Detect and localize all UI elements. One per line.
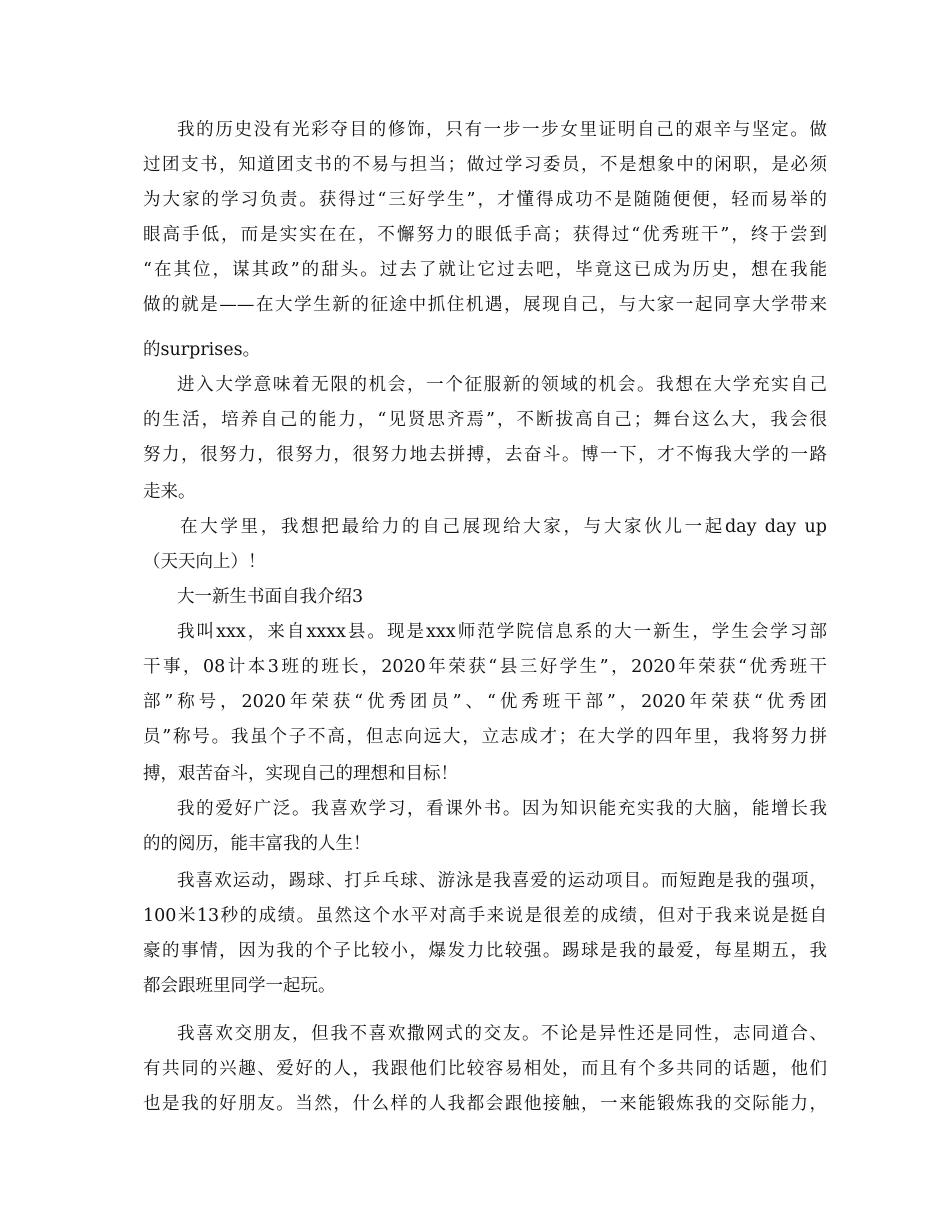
text-line: 部”称号，2020年荣获“优秀团员”、“优秀班干部”，2020年荣获“优秀团 — [143, 692, 827, 712]
text-line: 进入大学意味着无限的机会，一个征服新的领域的机会。我想在大学充实自己 — [177, 375, 827, 395]
text-line: 做的就是——在大学生新的征途中抓住机遇，展现自己，与大家一起同享大学带来 — [143, 295, 827, 315]
text-line: 也是我的好朋友。当然，什么样的人我都会跟他接触，一来能锻炼我的交际能力， — [143, 1094, 827, 1114]
text-line: 过团支书，知道团支书的不易与担当；做过学习委员，不是想象中的闲职，是必须 — [143, 155, 827, 175]
text-line: 在大学里，我想把最给力的自己展现给大家，与大家伙儿一起day day up — [180, 517, 827, 537]
text-line: 为大家的学习负责。获得过“三好学生”，才懂得成功不是随随便便，轻而易举的 — [143, 190, 827, 210]
text-line: 的生活，培养自己的能力，“见贤思齐焉”，不断拔高自己；舞台这么大，我会很 — [143, 410, 827, 430]
text-line: 的surprises。 — [143, 340, 261, 360]
text-line: 我的爱好广泛。我喜欢学习，看课外书。因为知识能充实我的大脑，能增长我 — [177, 799, 827, 819]
text-line: 我的历史没有光彩夺目的修饰，只有一步一步女里证明自己的艰辛与坚定。做 — [177, 120, 827, 140]
text-line: 都会跟班里同学一起玩。 — [143, 976, 336, 996]
text-line: （天天向上）！ — [143, 552, 266, 572]
text-line: 有共同的兴趣、爱好的人，我跟他们比较容易相处，而且有个多共同的话题，他们 — [143, 1059, 827, 1079]
text-line: 的的阅历，能丰富我的人生！ — [143, 834, 371, 854]
text-line: 搏，艰苦奋斗，实现自己的理想和目标！ — [143, 764, 458, 784]
text-line: 我喜欢交朋友，但我不喜欢撒网式的交友。不论是异性还是同性，志同道合、 — [177, 1024, 827, 1044]
text-line: 干事，08计本3班的班长，2020年荣获“县三好学生”，2020年荣获“优秀班干 — [143, 657, 827, 677]
text-line: 眼高手低，而是实实在在，不懈努力的眼低手高；获得过“优秀班干”，终于尝到 — [143, 225, 827, 245]
text-line: 我喜欢运动，踢球、打乒乓球、游泳是我喜爱的运动项目。而短跑是我的强项， — [177, 871, 827, 891]
text-line: 我叫xxx，来自xxxx县。现是xxx师范学院信息系的大一新生，学生会学习部 — [177, 622, 827, 642]
text-line: 努力，很努力，很努力，很努力地去拼搏，去奋斗。博一下，才不悔我大学的一路 — [143, 445, 827, 465]
text-line: “在其位，谋其政”的甜头。过去了就让它过去吧，毕竟这已成为历史，想在我能 — [143, 260, 827, 280]
text-line: 100米13秒的成绩。虽然这个水平对高手来说是很差的成绩，但对于我来说是挺自 — [143, 906, 827, 926]
section-heading: 大一新生书面自我介绍3 — [177, 587, 364, 607]
text-line: 走来。 — [143, 482, 196, 502]
text-line: 豪的事情，因为我的个子比较小，爆发力比较强。踢球是我的最爱，每星期五，我 — [143, 941, 827, 961]
text-line: 员”称号。我虽个子不高，但志向远大，立志成才；在大学的四年里，我将努力拼 — [143, 727, 827, 747]
